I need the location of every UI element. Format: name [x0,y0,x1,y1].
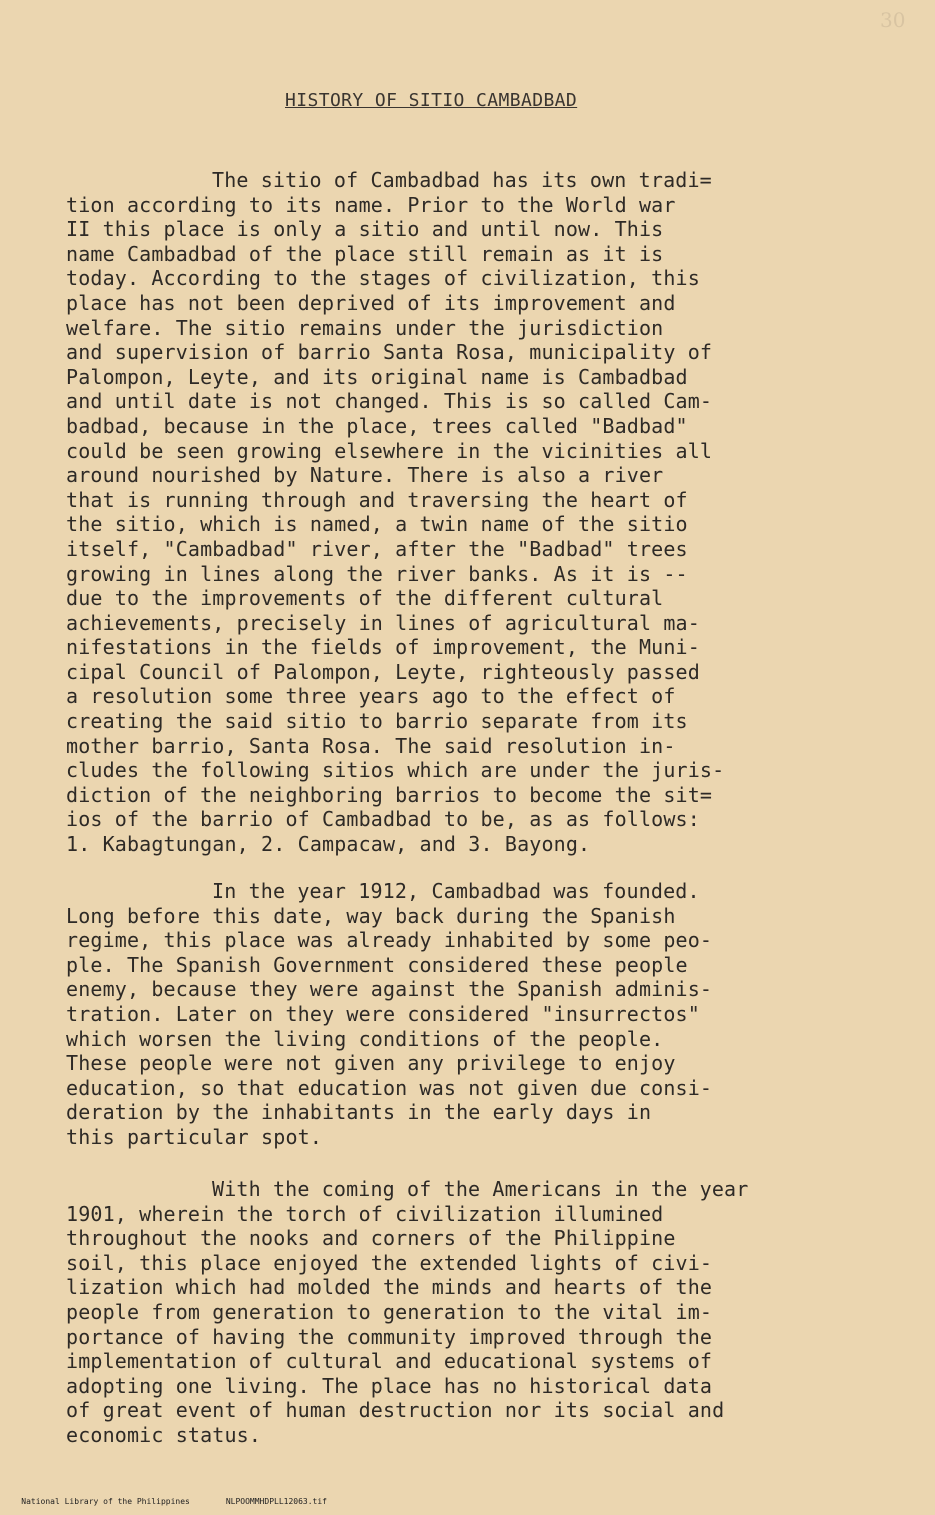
text-line: ple. The Spanish Government considered these people [66,952,688,977]
paragraph-1 [66,168,866,857]
text-line: implementation of cultural and educational systems of [66,1349,713,1374]
text-line: the sitio, which is named, a twin name of the sitio [66,512,688,537]
text-line: 1901, wherein the torch of civilization illumined [66,1201,664,1226]
text-line: this particular spot. [66,1124,323,1149]
text-line: achievements, precisely in lines of agricultural ma- [66,610,700,635]
text-line: of great event of human destruction nor its social and [66,1398,725,1423]
text-line: ios of the barrio of Cambadbad to be, as as follows: [66,807,700,832]
text-line: These people were not given any privilege to enjoy [66,1051,676,1076]
text-line: itself, "Cambadbad" river, after the "Badbad" trees [66,536,688,561]
document-title: HISTORY OF SITIO CAMBADBAD [285,90,578,111]
text-line: due to the improvements of the different cultural [66,586,664,611]
text-line: name Cambadbad of the place still remain as it is [66,241,664,266]
text-line: portance of having the community improved through the [66,1324,713,1349]
text-line: around nourished by Nature. There is also a river [66,463,664,488]
text-line: In the year 1912, Cambadbad was founded. [212,879,700,903]
text-line: diction of the neighboring barrios to become the sit= [66,782,713,807]
text-line: cludes the following sitios which are under the juris- [66,758,725,783]
text-line: tration. Later on they were considered "insurrectos" [66,1001,700,1026]
text-line: creating the said sitio to barrio separate from its [66,709,688,734]
text-line: tion according to its name. Prior to the World war [66,192,676,217]
text-line: soil, this place enjoyed the extended lights of civi- [66,1250,713,1275]
text-line: Long before this date, way back during the Spanish [66,903,676,928]
text-line: enemy, because they were against the Spanish adminis- [66,977,713,1002]
text-line: 1. Kabagtungan, 2. Campacaw, and 3. Bayong. [66,832,591,857]
text-line: Palompon, Leyte, and its original name is Cambadbad [66,364,688,389]
text-line: With the coming of the Americans in the year [212,1177,749,1201]
text-line: lization which had molded the minds and hearts of the [66,1275,713,1300]
text-line: nifestations in the fields of improvement, the Muni- [66,635,700,660]
text-line: economic status. [66,1422,262,1447]
text-line: today. According to the stages of civilization, this [66,266,700,291]
text-line: growing in lines along the river banks. As it is -- [66,561,688,586]
text-line: a resolution some three years ago to the effect of [66,684,676,709]
text-line: education, so that education was not given due consi- [66,1075,713,1100]
text-line: could be seen growing elsewhere in the vicinities all [66,438,713,463]
text-line: and supervision of barrio Santa Rosa, municipality of [66,340,713,365]
text-line: place has not been deprived of its improvement and [66,290,676,315]
text-line: welfare. The sitio remains under the jurisdiction [66,315,664,340]
text-line: II this place is only a sitio and until now. This [66,217,664,242]
text-line: that is running through and traversing the heart of [66,487,688,512]
text-line: and until date is not changed. This is so called Cam- [66,389,713,414]
paragraph-3 [66,1177,866,1448]
text-line: regime, this place was already inhabited by some peo- [66,928,713,953]
text-line: cipal Council of Palompon, Leyte, righteously passed [66,659,700,684]
text-line: badbad, because in the place, trees called "Badbad" [66,413,688,438]
text-line: mother barrio, Santa Rosa. The said resolution in- [66,733,676,758]
footer-library: National Library of the Philippines [21,1497,190,1506]
text-line: deration by the inhabitants in the early days in [66,1100,652,1125]
text-line: which worsen the living conditions of the people. [66,1026,664,1051]
footer [2,1488,327,1515]
text-line: The sitio of Cambadbad has its own tradi= [212,168,712,192]
paragraph-2 [66,879,866,1150]
footer-file-id: NLPOOMMHDPLL12063.tif [225,1497,327,1506]
text-line: throughout the nooks and corners of the Philippine [66,1226,676,1251]
text-line: people from generation to generation to the vital im- [66,1299,713,1324]
page-number: 30 [880,8,906,32]
text-line: adopting one living. The place has no historical data [66,1373,713,1398]
